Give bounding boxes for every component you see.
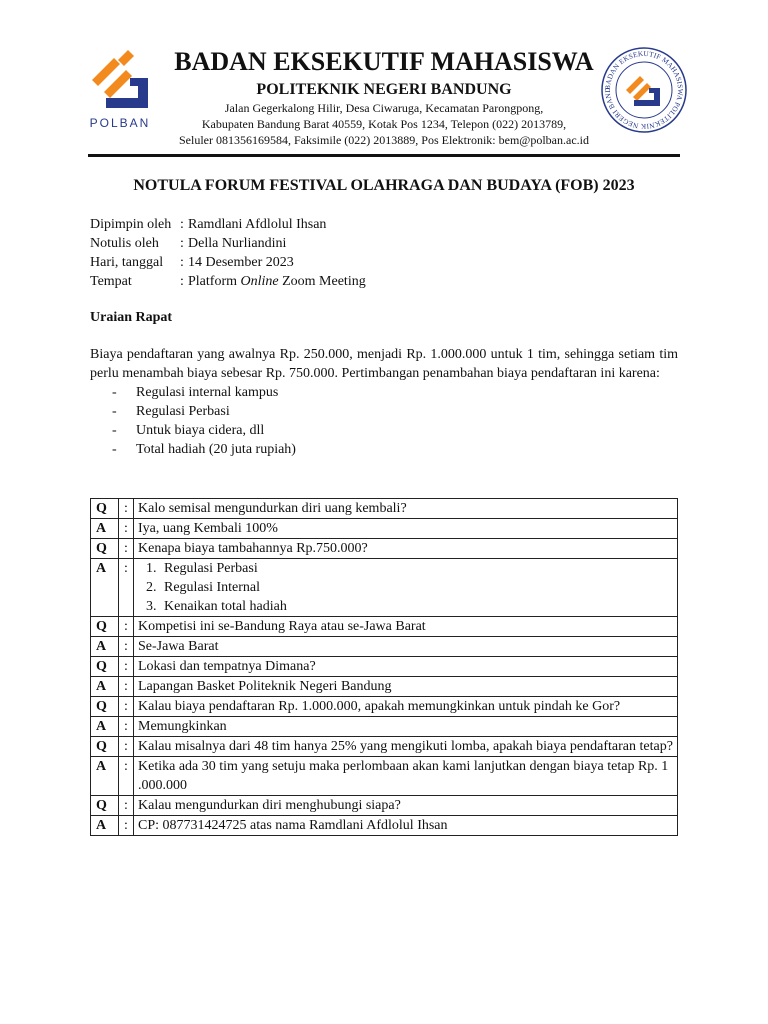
qa-numbered-list: [138, 559, 673, 616]
institution-name: POLITEKNIK NEGERI BANDUNG: [256, 81, 512, 98]
meta-value: Della Nurliandini: [188, 236, 287, 251]
letterhead-divider: [88, 154, 680, 157]
qa-colon: :: [119, 816, 134, 836]
qa-colon: :: [119, 717, 134, 737]
qa-tag: Q: [91, 697, 119, 717]
qa-colon: :: [119, 796, 134, 816]
place-italic: Online: [240, 274, 279, 289]
address-line-3: Seluler 081356169584, Faksimile (022) 2013889, Pos Elektronik: bem@polban.ac.id: [178, 133, 589, 147]
qa-tag: Q: [91, 737, 119, 757]
qa-tag: Q: [91, 617, 119, 637]
table-row: [91, 697, 678, 717]
meta-colon: :: [180, 236, 184, 251]
qa-colon: :: [119, 559, 134, 617]
qa-tag: Q: [91, 657, 119, 677]
table-row: [91, 519, 678, 539]
qa-tag: Q: [91, 539, 119, 559]
bem-seal: [600, 46, 688, 134]
table-row: [91, 796, 678, 816]
qa-colon: :: [119, 677, 134, 697]
qa-text: Iya, uang Kembali 100%: [134, 519, 678, 539]
qa-text: Lokasi dan tempatnya Dimana?: [134, 657, 678, 677]
bem-seal-icon: [600, 46, 688, 134]
meta-label: Tempat: [90, 274, 132, 289]
table-row: [91, 737, 678, 757]
qa-colon: :: [119, 499, 134, 519]
organization-name: BADAN EKSEKUTIF MAHASISWA: [174, 47, 594, 76]
section-heading: Uraian Rapat: [90, 310, 173, 325]
qa-text: CP: 087731424725 atas nama Ramdlani Afdlolul Ihsan: [134, 816, 678, 836]
table-row: [91, 499, 678, 519]
qa-text: Memungkinkan: [134, 717, 678, 737]
document-title: NOTULA FORUM FESTIVAL OLAHRAGA DAN BUDAYA (FOB) 2023: [133, 177, 635, 194]
qa-text: [134, 559, 678, 617]
svg-text:BADAN EKSEKUTIF MAHASISWA POLI: BADAN EKSEKUTIF MAHASISWA POLITEKNIK NEGERI BAND: [603, 49, 685, 131]
qa-tag: A: [91, 519, 119, 539]
summary-paragraph: Biaya pendaftaran yang awalnya Rp. 250.000, menjadi Rp. 1.000.000 untuk 1 tim, sehingga setiam tim perlu menambah biaya sebesar Rp. 750.000. Pertimbangan penambahan biaya pendaftaran ini karena:: [90, 347, 678, 381]
qa-table: [90, 498, 678, 836]
qa-colon: :: [119, 519, 134, 539]
qa-text: Kalau biaya pendaftaran Rp. 1.000.000, apakah memungkinkan untuk pindah ke Gor?: [134, 697, 678, 717]
qa-colon: :: [119, 637, 134, 657]
list-item: - Untuk biaya cidera, dll: [112, 423, 265, 438]
qa-text: Se-Jawa Barat: [134, 637, 678, 657]
qa-tag: Q: [91, 796, 119, 816]
table-row: [91, 559, 678, 617]
qa-tag: A: [91, 816, 119, 836]
qa-colon: :: [119, 657, 134, 677]
meta-value: 14 Desember 2023: [188, 255, 294, 270]
reason-list: [112, 383, 296, 459]
qa-text: Ketika ada 30 tim yang setuju maka perlombaan akan kami lanjutkan dengan biaya tetap Rp. 1 .000.000: [134, 757, 678, 796]
meta-colon: :: [180, 274, 184, 289]
meta-row-leader: [90, 215, 366, 234]
table-row: [91, 717, 678, 737]
address: [150, 100, 618, 148]
meta-value: [188, 272, 366, 291]
qa-text: Kalo semisal mengundurkan diri uang kembali?: [134, 499, 678, 519]
address-line-1: Jalan Gegerkalong Hilir, Desa Ciwaruga, Kecamatan Parongpong,: [224, 101, 544, 115]
list-item: - Regulasi Perbasi: [112, 404, 230, 419]
meta-row-place: [90, 272, 366, 291]
meta-row-notetaker: [90, 234, 366, 253]
qa-text: Kalau misalnya dari 48 tim hanya 25% yang mengikuti lomba, apakah biaya pendaftaran tetap?: [134, 737, 678, 757]
qa-text: Kenapa biaya tambahannya Rp.750.000?: [134, 539, 678, 559]
list-item: 3. Kenaikan total hadiah: [160, 597, 673, 616]
list-item: 2. Regulasi Internal: [160, 578, 673, 597]
table-row: [91, 657, 678, 677]
qa-colon: :: [119, 617, 134, 637]
qa-tag: A: [91, 559, 119, 617]
qa-colon: :: [119, 697, 134, 717]
list-item: 1. Regulasi Perbasi: [160, 559, 673, 578]
qa-tag: A: [91, 677, 119, 697]
list-item: - Total hadiah (20 juta rupiah): [112, 442, 296, 457]
polban-logo-text: POLBAN: [89, 116, 151, 130]
meta-colon: :: [180, 255, 184, 270]
meta-row-date: [90, 253, 366, 272]
meta-value: Ramdlani Afdlolul Ihsan: [188, 217, 327, 232]
place-suffix: Zoom Meeting: [278, 274, 366, 289]
table-row: [91, 637, 678, 657]
letterhead: [150, 46, 618, 148]
qa-colon: :: [119, 737, 134, 757]
qa-tag: A: [91, 637, 119, 657]
qa-text: Kompetisi ini se-Bandung Raya atau se-Jawa Barat: [134, 617, 678, 637]
table-row: [91, 816, 678, 836]
qa-tag: A: [91, 757, 119, 796]
meta-label: Dipimpin oleh: [90, 217, 172, 232]
qa-tag: Q: [91, 499, 119, 519]
meta-label: Notulis oleh: [90, 236, 159, 251]
table-row: [91, 677, 678, 697]
place-prefix: Platform: [188, 274, 241, 289]
table-row: [91, 539, 678, 559]
qa-text: Kalau mengundurkan diri menghubungi siapa?: [134, 796, 678, 816]
address-line-2: Kabupaten Bandung Barat 40559, Kotak Pos 1234, Telepon (022) 2013789,: [201, 117, 567, 131]
meta-colon: :: [180, 217, 184, 232]
qa-tag: A: [91, 717, 119, 737]
qa-text: Lapangan Basket Politeknik Negeri Bandung: [134, 677, 678, 697]
table-row: [91, 617, 678, 637]
polban-emblem-icon: [84, 48, 156, 114]
qa-colon: :: [119, 757, 134, 796]
qa-colon: :: [119, 539, 134, 559]
meta-label: Hari, tanggal: [90, 255, 164, 270]
table-row: [91, 757, 678, 796]
meeting-details: [90, 215, 366, 291]
polban-logo: [84, 48, 156, 138]
list-item: - Regulasi internal kampus: [112, 385, 279, 400]
